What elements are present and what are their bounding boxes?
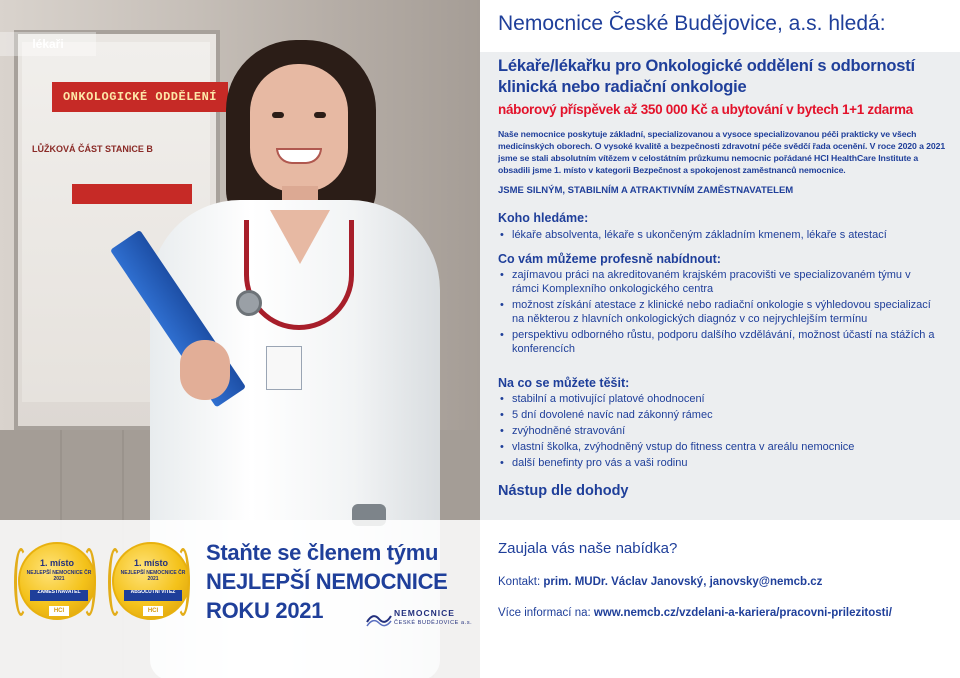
more-info-label: Více informací na: <box>498 607 594 619</box>
award-medal-absolute <box>112 542 190 620</box>
logo-name: NEMOCNICE <box>394 608 455 618</box>
contact-label: Kontakt: <box>498 576 544 588</box>
medal-subtitle: NEJLEPŠÍ NEMOCNICE ČR 2021 <box>26 570 92 582</box>
medal-subtitle: NEJLEPŠÍ NEMOCNICE ČR 2021 <box>120 570 186 582</box>
stethoscope-icon <box>244 220 354 330</box>
department-sign: ONKOLOGICKÉ ODDĚLENÍ <box>52 82 228 112</box>
hospital-logo <box>366 606 473 632</box>
list-item: • možnost získání atestace z klinické nebo radiační onkologie s výhledovou specializací na některou z hlavních onkologických diagnóz v co nejrychlejším termínu <box>498 298 938 326</box>
slogan-line: ROKU 2021 <box>206 598 324 623</box>
medal-title: 1. místo <box>133 558 168 568</box>
medal-ribbon: ABSOLUTNÍ VÍTĚZ <box>124 590 182 601</box>
call-to-action: Zaujala vás naše nabídka? <box>498 540 678 557</box>
list-item: • zvýhodněné stravování <box>498 424 938 438</box>
list-item: • zajímavou práci na akreditovaném krajském pracovišti ve specializovaném týmu v rámci Komplexního onkologického centra <box>498 268 938 296</box>
medal-mark: HCI <box>143 606 163 616</box>
list-item: • vlastní školka, zvýhodněný vstup do fitness centra v areálu nemocnice <box>498 440 938 454</box>
id-badge <box>266 346 302 390</box>
logo-city: ČESKÉ BUDĚJOVICE a.s. <box>394 620 473 626</box>
list-item: • lékaře absolventa, lékaře s ukončeným základním kmenem, lékaře s atestací <box>498 228 938 242</box>
hospital-logo-icon <box>366 610 392 628</box>
doctor-face <box>250 64 348 192</box>
recruitment-bonus: náborový příspěvek až 350 000 Kč a ubytování v bytech 1+1 zdarma <box>498 102 913 117</box>
job-panel <box>480 0 960 678</box>
medal-ribbon: ZAMĚSTNAVATEL <box>30 590 88 601</box>
doctor-eye <box>314 112 326 118</box>
list-item: • 5 dní dovolené navíc nad zákonný rámec <box>498 408 938 422</box>
list-item: • stabilní a motivující platové ohodnocení <box>498 392 938 406</box>
list-item: • perspektivu odborného růstu, podporu dalšího vzdělávání, možnost účastí na stážích a konferencích <box>498 328 938 356</box>
header-bar <box>480 0 960 52</box>
doctor-eye <box>272 112 284 118</box>
list-item: • další benefinty pro vás a vaši rodinu <box>498 456 938 470</box>
contact-value[interactable]: prim. MUDr. Václav Janovský, janovsky@nemcb.cz <box>543 576 823 588</box>
who-list <box>498 228 938 244</box>
start-date: Nástup dle dohody <box>498 483 629 499</box>
small-sign <box>72 184 192 204</box>
section-heading-offer: Co vám můžeme profesně nabídnout: <box>498 252 721 266</box>
contact-line <box>498 576 822 588</box>
job-title: Lékaře/lékařku pro Onkologické oddělení s odborností klinická nebo radiační onkologie <box>498 57 915 96</box>
slogan-line: Staňte se členem týmu <box>206 540 439 565</box>
benefits-list <box>498 392 938 472</box>
award-medal-employer <box>18 542 96 620</box>
section-heading-who: Koho hledáme: <box>498 211 589 225</box>
section-heading-benefits: Na co se můžete těšit: <box>498 376 630 390</box>
more-info-link[interactable]: www.nemcb.cz/vzdelani-a-kariera/pracovni-prilezitosti/ <box>593 607 892 619</box>
stethoscope-head-icon <box>236 290 262 316</box>
slogan-line: NEJLEPŠÍ NEMOCNICE <box>206 569 448 594</box>
intro-paragraph: Naše nemocnice poskytuje základní, specializovanou a vysoce specializovanou péči prakticky ve všech medicínských oborech. O vysoké kvalitě a bezpečnosti zdravotní péče svědčí řada ocenění. V roce 2020 a 2021 jsme se stali absolutním vítězem v celostátním průzkumu nemocnic pořádané HCI HealthCare Institute a obsadili jsme 1. místo v kategorii Bezpečnost a spokojenost zaměstnanců nemocnice. <box>498 129 946 175</box>
more-info-line <box>498 607 892 619</box>
category-tag: lékaři <box>0 32 96 56</box>
employer-claim: JSME SILNÝM, STABILNÍM A ATRAKTIVNÍM ZAMĚSTNAVATELEM <box>498 185 794 196</box>
medal-title: 1. místo <box>39 558 74 568</box>
offer-list <box>498 268 938 358</box>
ward-sign: LŮŽKOVÁ ČÁST STANICE B <box>32 144 153 154</box>
medal-mark: HCI <box>49 606 69 616</box>
doctor-hand <box>180 340 230 400</box>
page-title: Nemocnice České Budějovice, a.s. hledá: <box>498 12 886 35</box>
